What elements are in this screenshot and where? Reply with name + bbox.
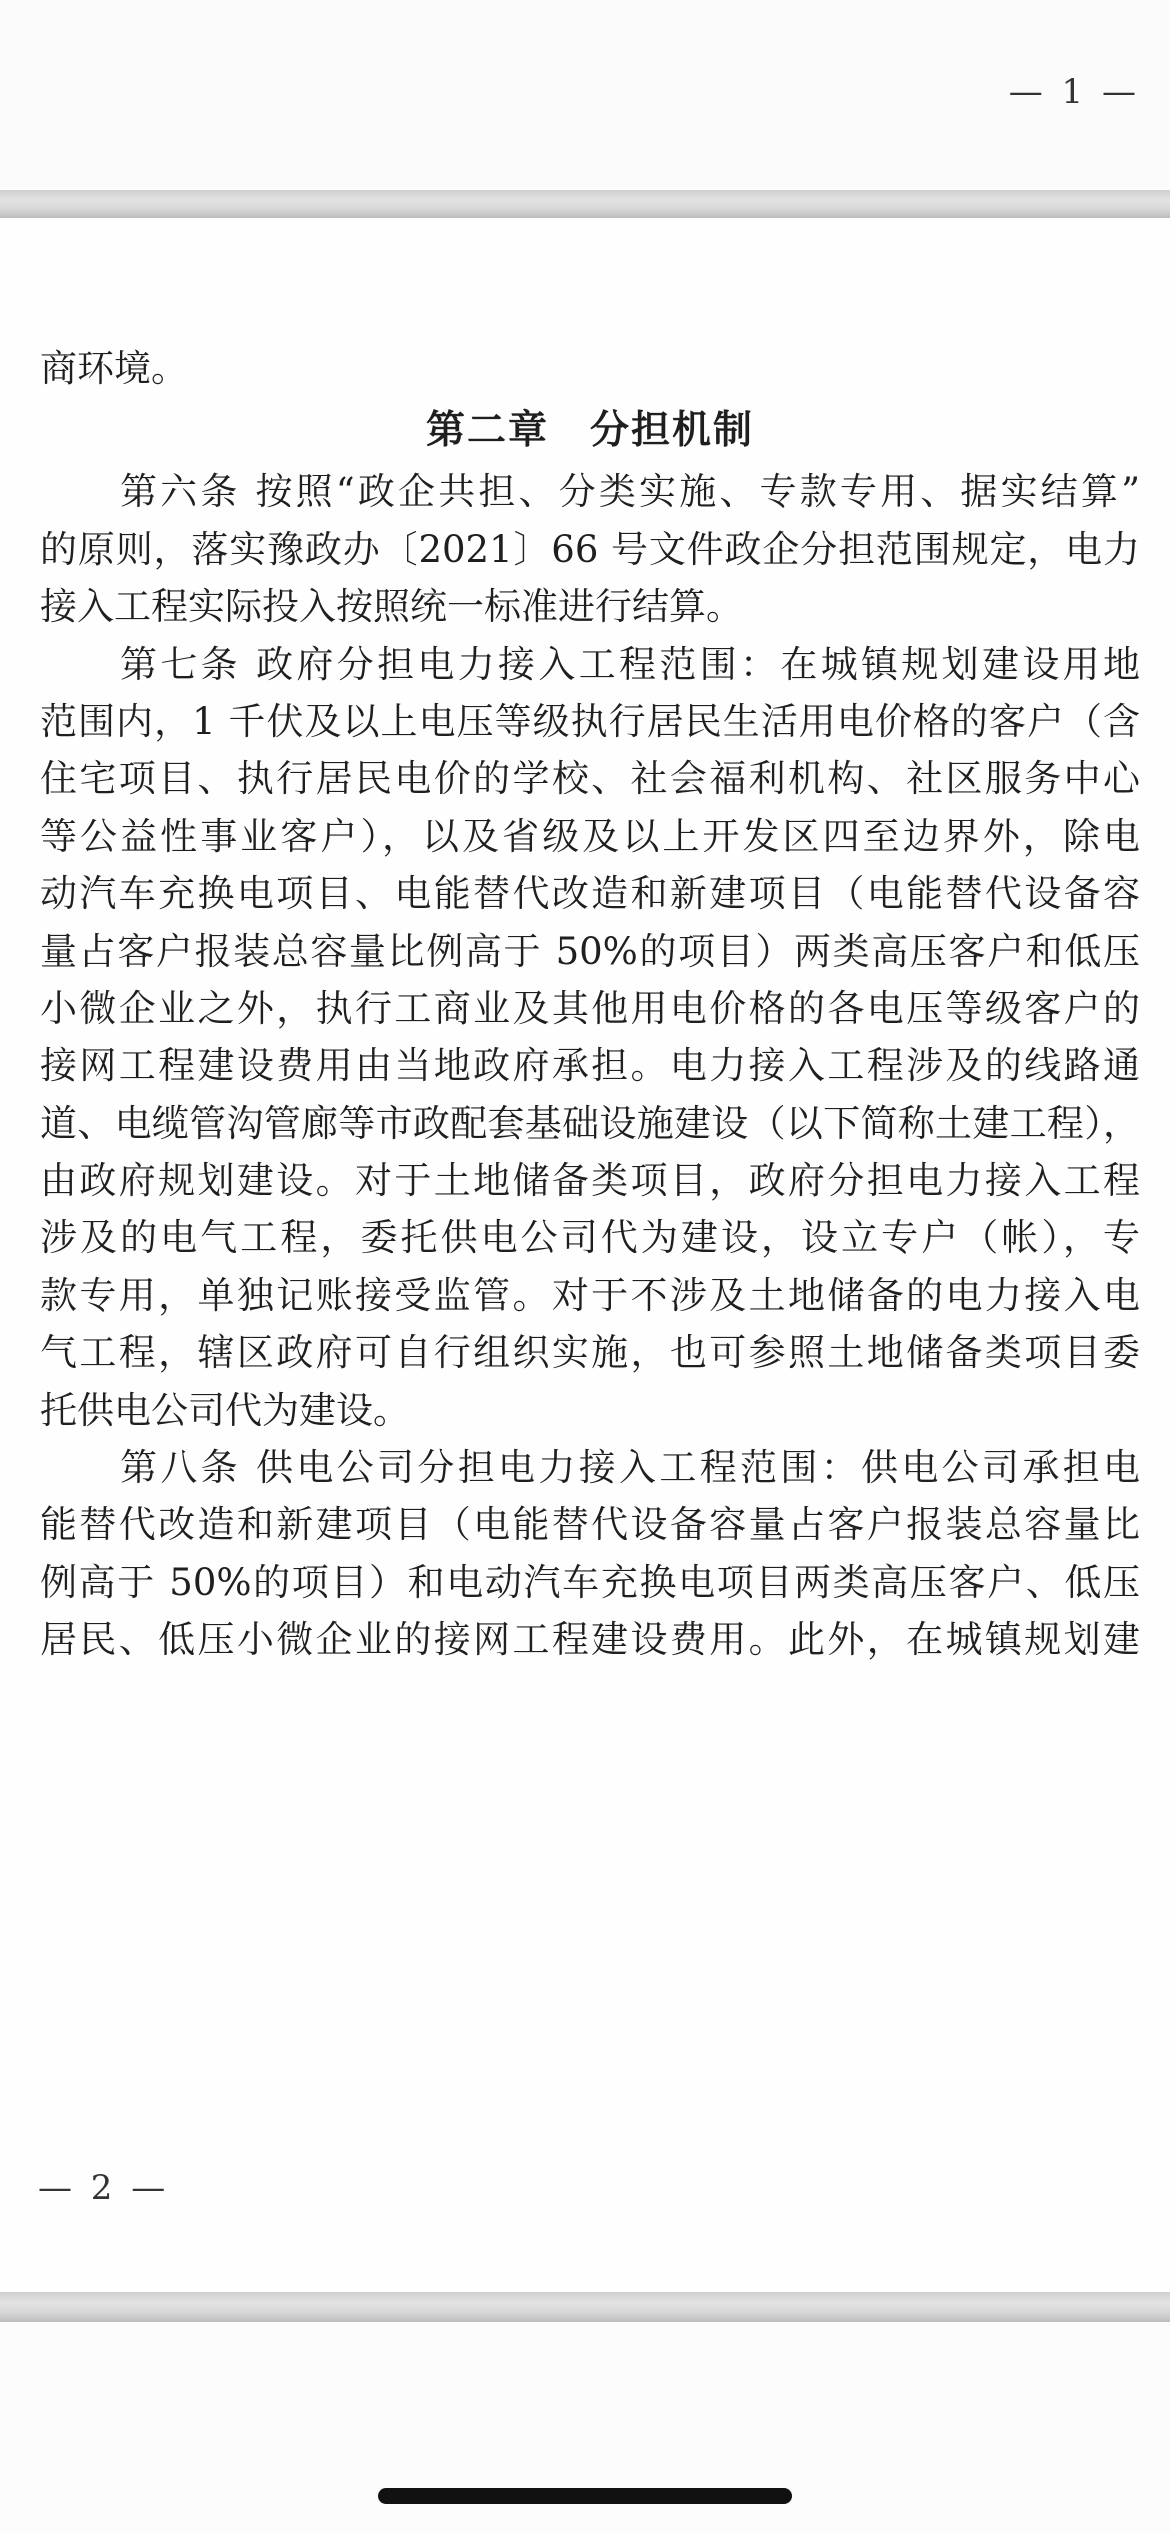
article-8 [40, 1439, 1140, 1669]
article-line: 由政府规划建设。对于土地储备类项目，政府分担电力接入工程 [40, 1159, 1140, 1203]
previous-page-number: — 1 — [1008, 72, 1140, 112]
article-line: 款专用，单独记账接受监管。对于不涉及土地储备的电力接入电 [40, 1273, 1140, 1317]
article-line: 范围内，1 千伏及以上电压等级执行居民生活用电价格的客户（含 [40, 699, 1140, 743]
article-line: 第六条 按照“政企共担、分类实施、专款专用、据实结算” [120, 470, 1140, 514]
article-line: 住宅项目、执行居民电价的学校、社会福利机构、社区服务中心 [40, 757, 1140, 801]
article-line: 第八条 供电公司分担电力接入工程范围：供电公司承担电 [120, 1446, 1140, 1490]
article-line: 例高于 50%的项目）和电动汽车充换电项目两类高压客户、低压 [40, 1560, 1140, 1604]
page-separator [0, 2292, 1170, 2322]
article-line: 量占客户报装总容量比例高于 50%的项目）两类高压客户和低压 [40, 929, 1140, 973]
article-7 [40, 636, 1140, 1439]
chapter-title: 第二章 分担机制 [425, 407, 754, 454]
article-line: 托供电公司代为建设。 [40, 1388, 410, 1432]
article-line: 接入工程实际投入按照统一标准进行结算。 [40, 585, 743, 629]
article-line: 的原则，落实豫政办〔2021〕66 号文件政企分担范围规定，电力 [40, 527, 1140, 571]
page-number: — 2 — [38, 2168, 170, 2208]
continuation-line: 商环境。 [40, 347, 188, 390]
article-line: 气工程，辖区政府可自行组织实施，也可参照土地储备类项目委 [40, 1331, 1140, 1375]
article-line: 接网工程建设费用由当地政府承担。电力接入工程涉及的线路通 [40, 1044, 1140, 1088]
article-line: 涉及的电气工程，委托供电公司代为建设，设立专户（帐），专 [40, 1216, 1140, 1260]
article-line: 动汽车充换电项目、电能替代改造和新建项目（电能替代设备容 [40, 872, 1140, 916]
article-line: 道、电缆管沟管廊等市政配套基础设施建设（以下简称土建工程）， [40, 1101, 1140, 1145]
previous-page-bottom [0, 0, 1170, 190]
article-6 [40, 463, 1140, 635]
home-indicator[interactable] [378, 2488, 792, 2504]
article-line: 居民、低压小微企业的接网工程建设费用。此外，在城镇规划建 [40, 1618, 1140, 1662]
document-body [40, 340, 1140, 1669]
article-line: 等公益性事业客户），以及省级及以上开发区四至边界外，除电 [40, 814, 1140, 858]
article-line: 小微企业之外，执行工商业及其他用电价格的各电压等级客户的 [40, 986, 1140, 1030]
article-line: 第七条 政府分担电力接入工程范围：在城镇规划建设用地 [120, 642, 1140, 686]
article-line: 能替代改造和新建项目（电能替代设备容量占客户报装总容量比 [40, 1503, 1140, 1547]
page-separator [0, 190, 1170, 218]
